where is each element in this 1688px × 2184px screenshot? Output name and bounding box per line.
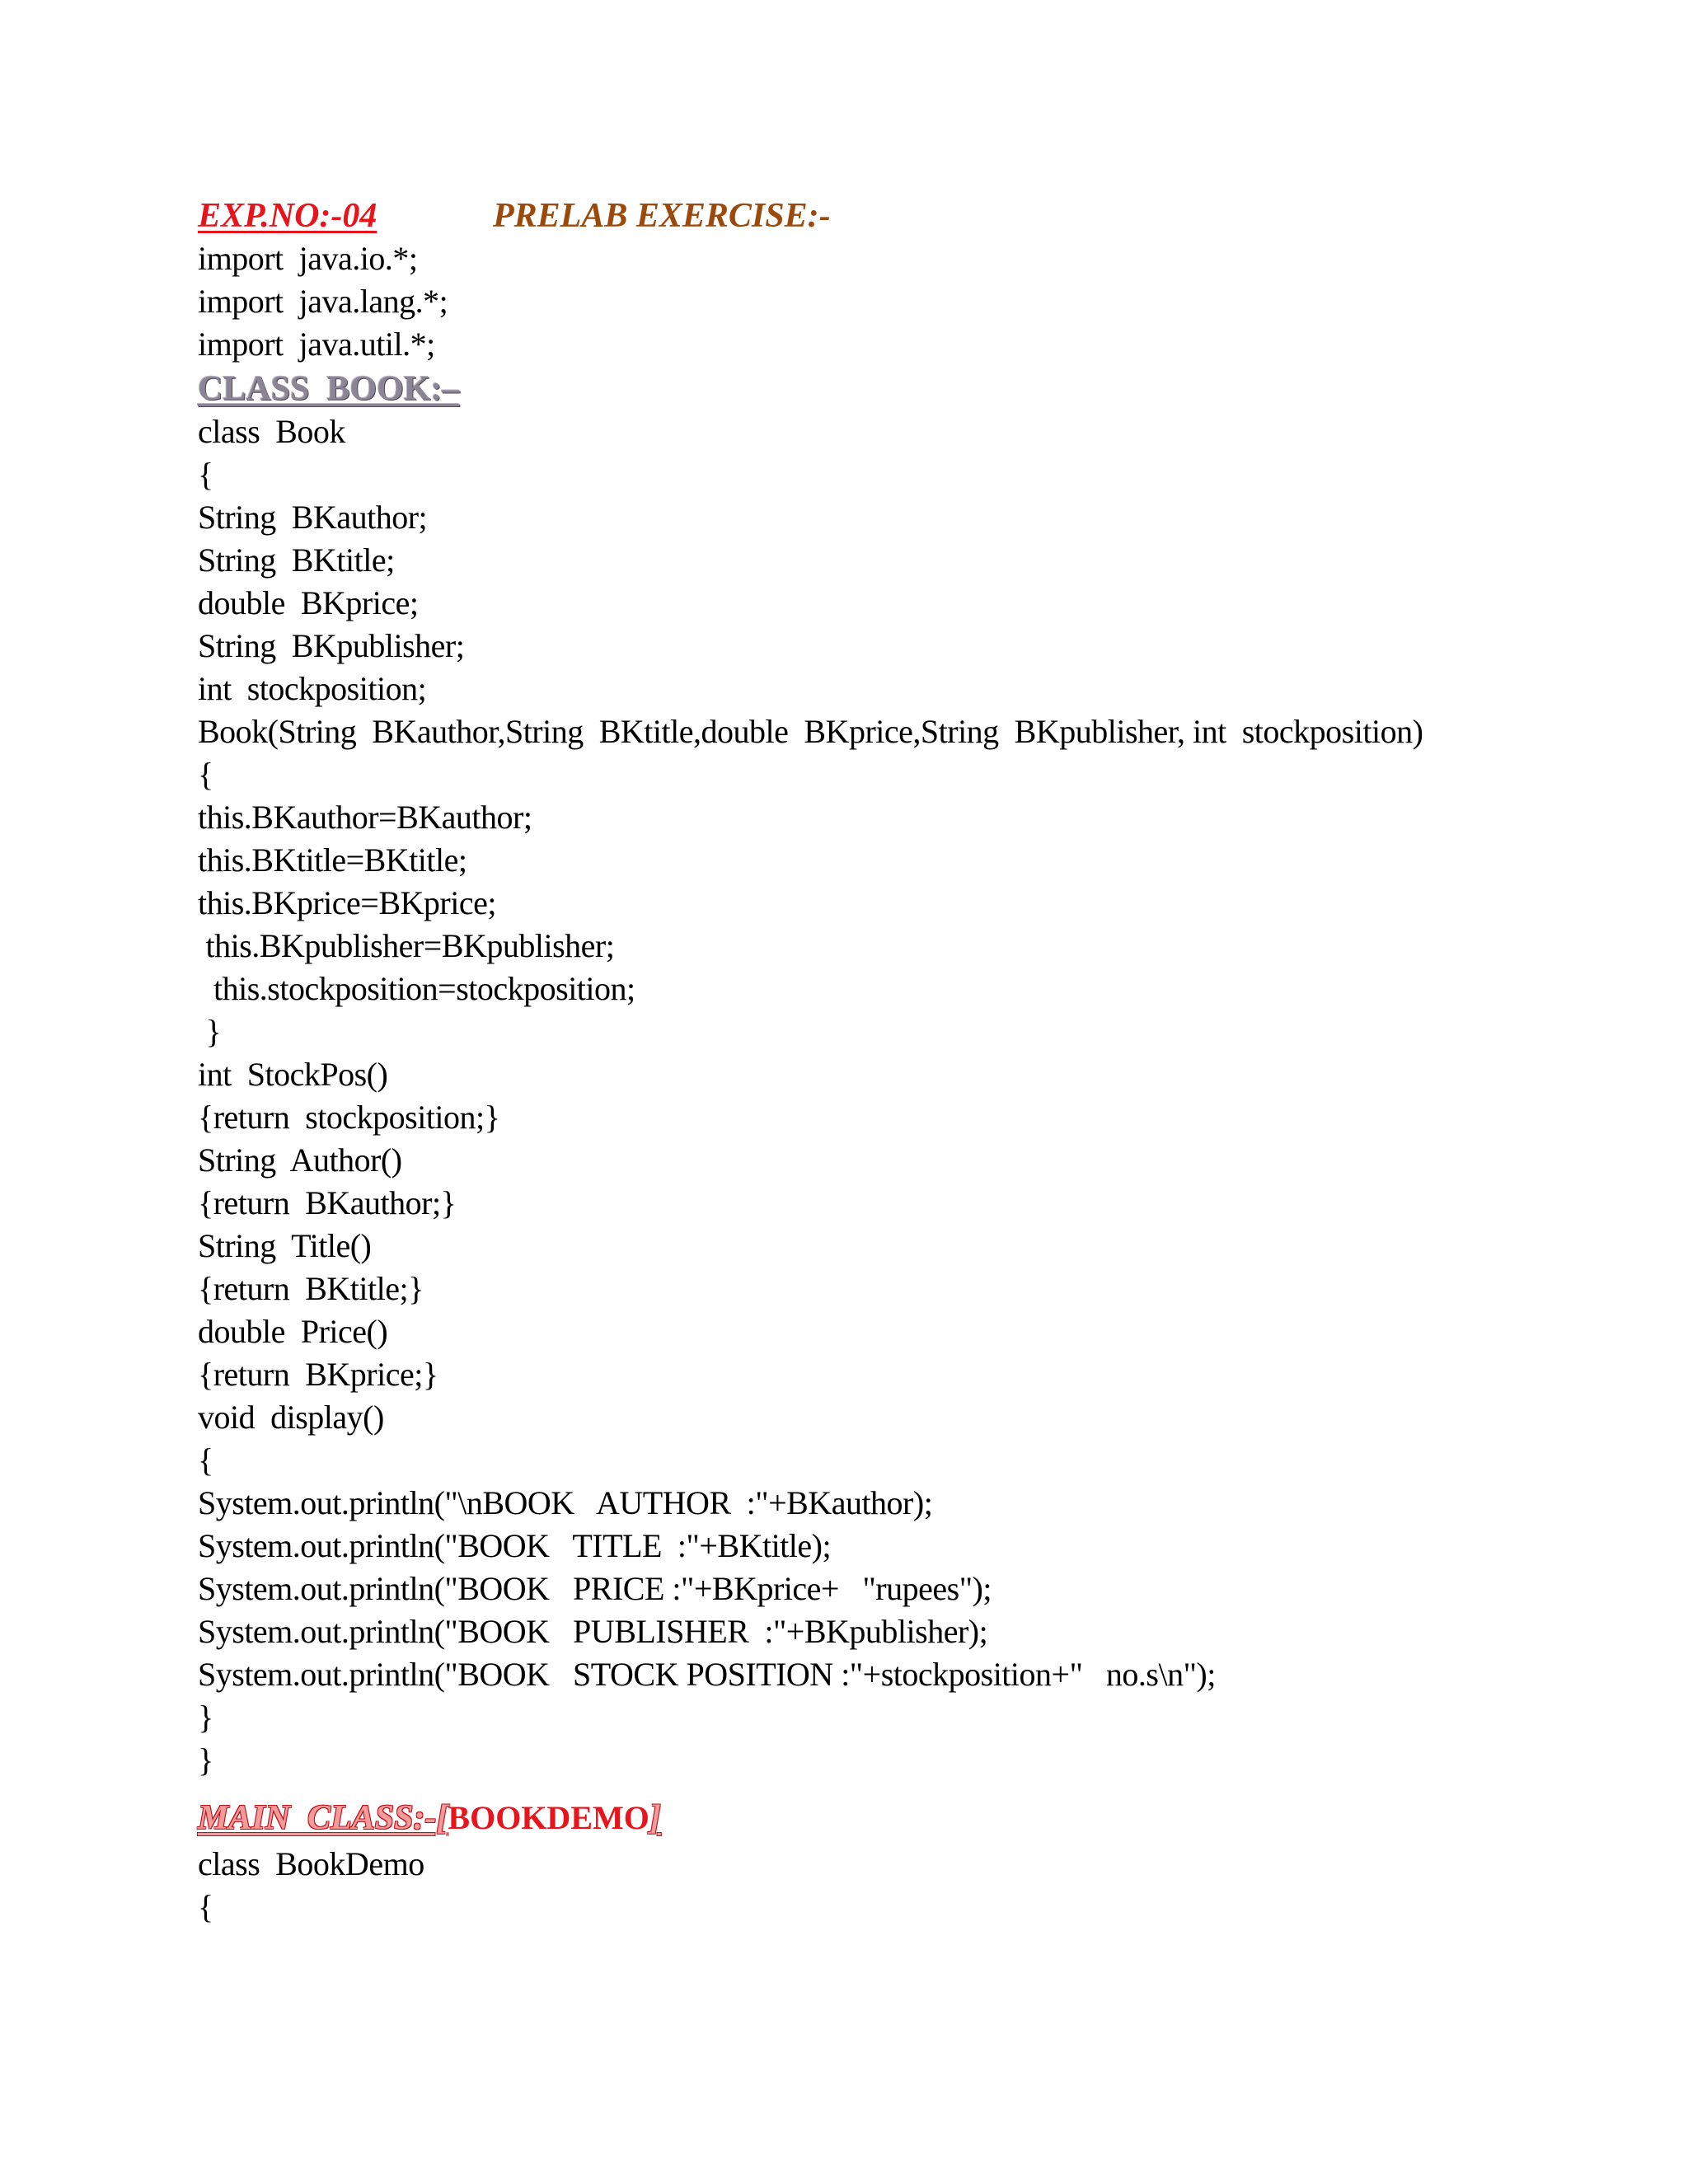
code-line: System.out.println("BOOK PRICE :"+BKprice+ "rupees"); [198, 1570, 992, 1607]
code-line: class BookDemo [198, 1845, 424, 1882]
code-line: } [198, 1741, 213, 1779]
code-line: { [198, 1888, 213, 1925]
code-line: String BKauthor; [198, 499, 428, 536]
class-book-heading: CLASS BOOK:– [198, 370, 460, 408]
main-class-heading [198, 1797, 661, 1840]
code-line: this.BKauthor=BKauthor; [198, 799, 532, 836]
main-class-name: BOOKDEMO [448, 1799, 649, 1836]
code-line: this.BKpublisher=BKpublisher; [198, 927, 615, 964]
code-line: String BKtitle; [198, 541, 395, 579]
code-line: {return BKauthor;} [198, 1184, 457, 1221]
main-class-close-bracket: ] [649, 1799, 661, 1837]
code-line: Book(String BKauthor,String BKtitle,double BKprice,String BKpublisher, int stockposition) [198, 713, 1423, 750]
code-line: class Book [198, 413, 345, 450]
code-line: { [198, 1441, 213, 1479]
code-line: System.out.println("\nBOOK AUTHOR :"+BKauthor); [198, 1484, 933, 1521]
code-line: String BKpublisher; [198, 627, 465, 664]
experiment-number-heading: EXP.NO:-04 [198, 197, 377, 235]
main-class-label: MAIN CLASS:-[ [198, 1799, 448, 1837]
code-line: {return stockposition;} [198, 1099, 500, 1136]
code-line: System.out.println("BOOK PUBLISHER :"+BKpublisher); [198, 1613, 988, 1650]
code-line: { [198, 756, 213, 793]
code-line: String Title() [198, 1227, 372, 1264]
code-line: this.BKprice=BKprice; [198, 884, 496, 921]
code-line: {return BKtitle;} [198, 1270, 424, 1307]
code-line: {return BKprice;} [198, 1356, 438, 1393]
import-line: import java.io.*; [198, 240, 418, 277]
code-line: } [198, 1699, 213, 1736]
code-line: void display() [198, 1399, 384, 1436]
code-line: { [198, 456, 213, 493]
code-line: this.BKtitle=BKtitle; [198, 841, 467, 879]
code-line: String Author() [198, 1141, 402, 1179]
prelab-exercise-heading: PRELAB EXERCISE:- [493, 197, 831, 235]
code-line: } [198, 1013, 222, 1050]
code-line: this.stockposition=stockposition; [198, 970, 635, 1007]
import-line: import java.util.*; [198, 326, 435, 363]
code-line: int stockposition; [198, 670, 427, 707]
code-line: int StockPos() [198, 1056, 388, 1093]
code-line: double BKprice; [198, 584, 419, 621]
code-line: System.out.println("BOOK STOCK POSITION :"+stockposition+" no.s\n"); [198, 1656, 1216, 1693]
code-line: double Price() [198, 1313, 388, 1350]
code-line: System.out.println("BOOK TITLE :"+BKtitle); [198, 1527, 832, 1564]
import-line: import java.lang.*; [198, 283, 448, 320]
